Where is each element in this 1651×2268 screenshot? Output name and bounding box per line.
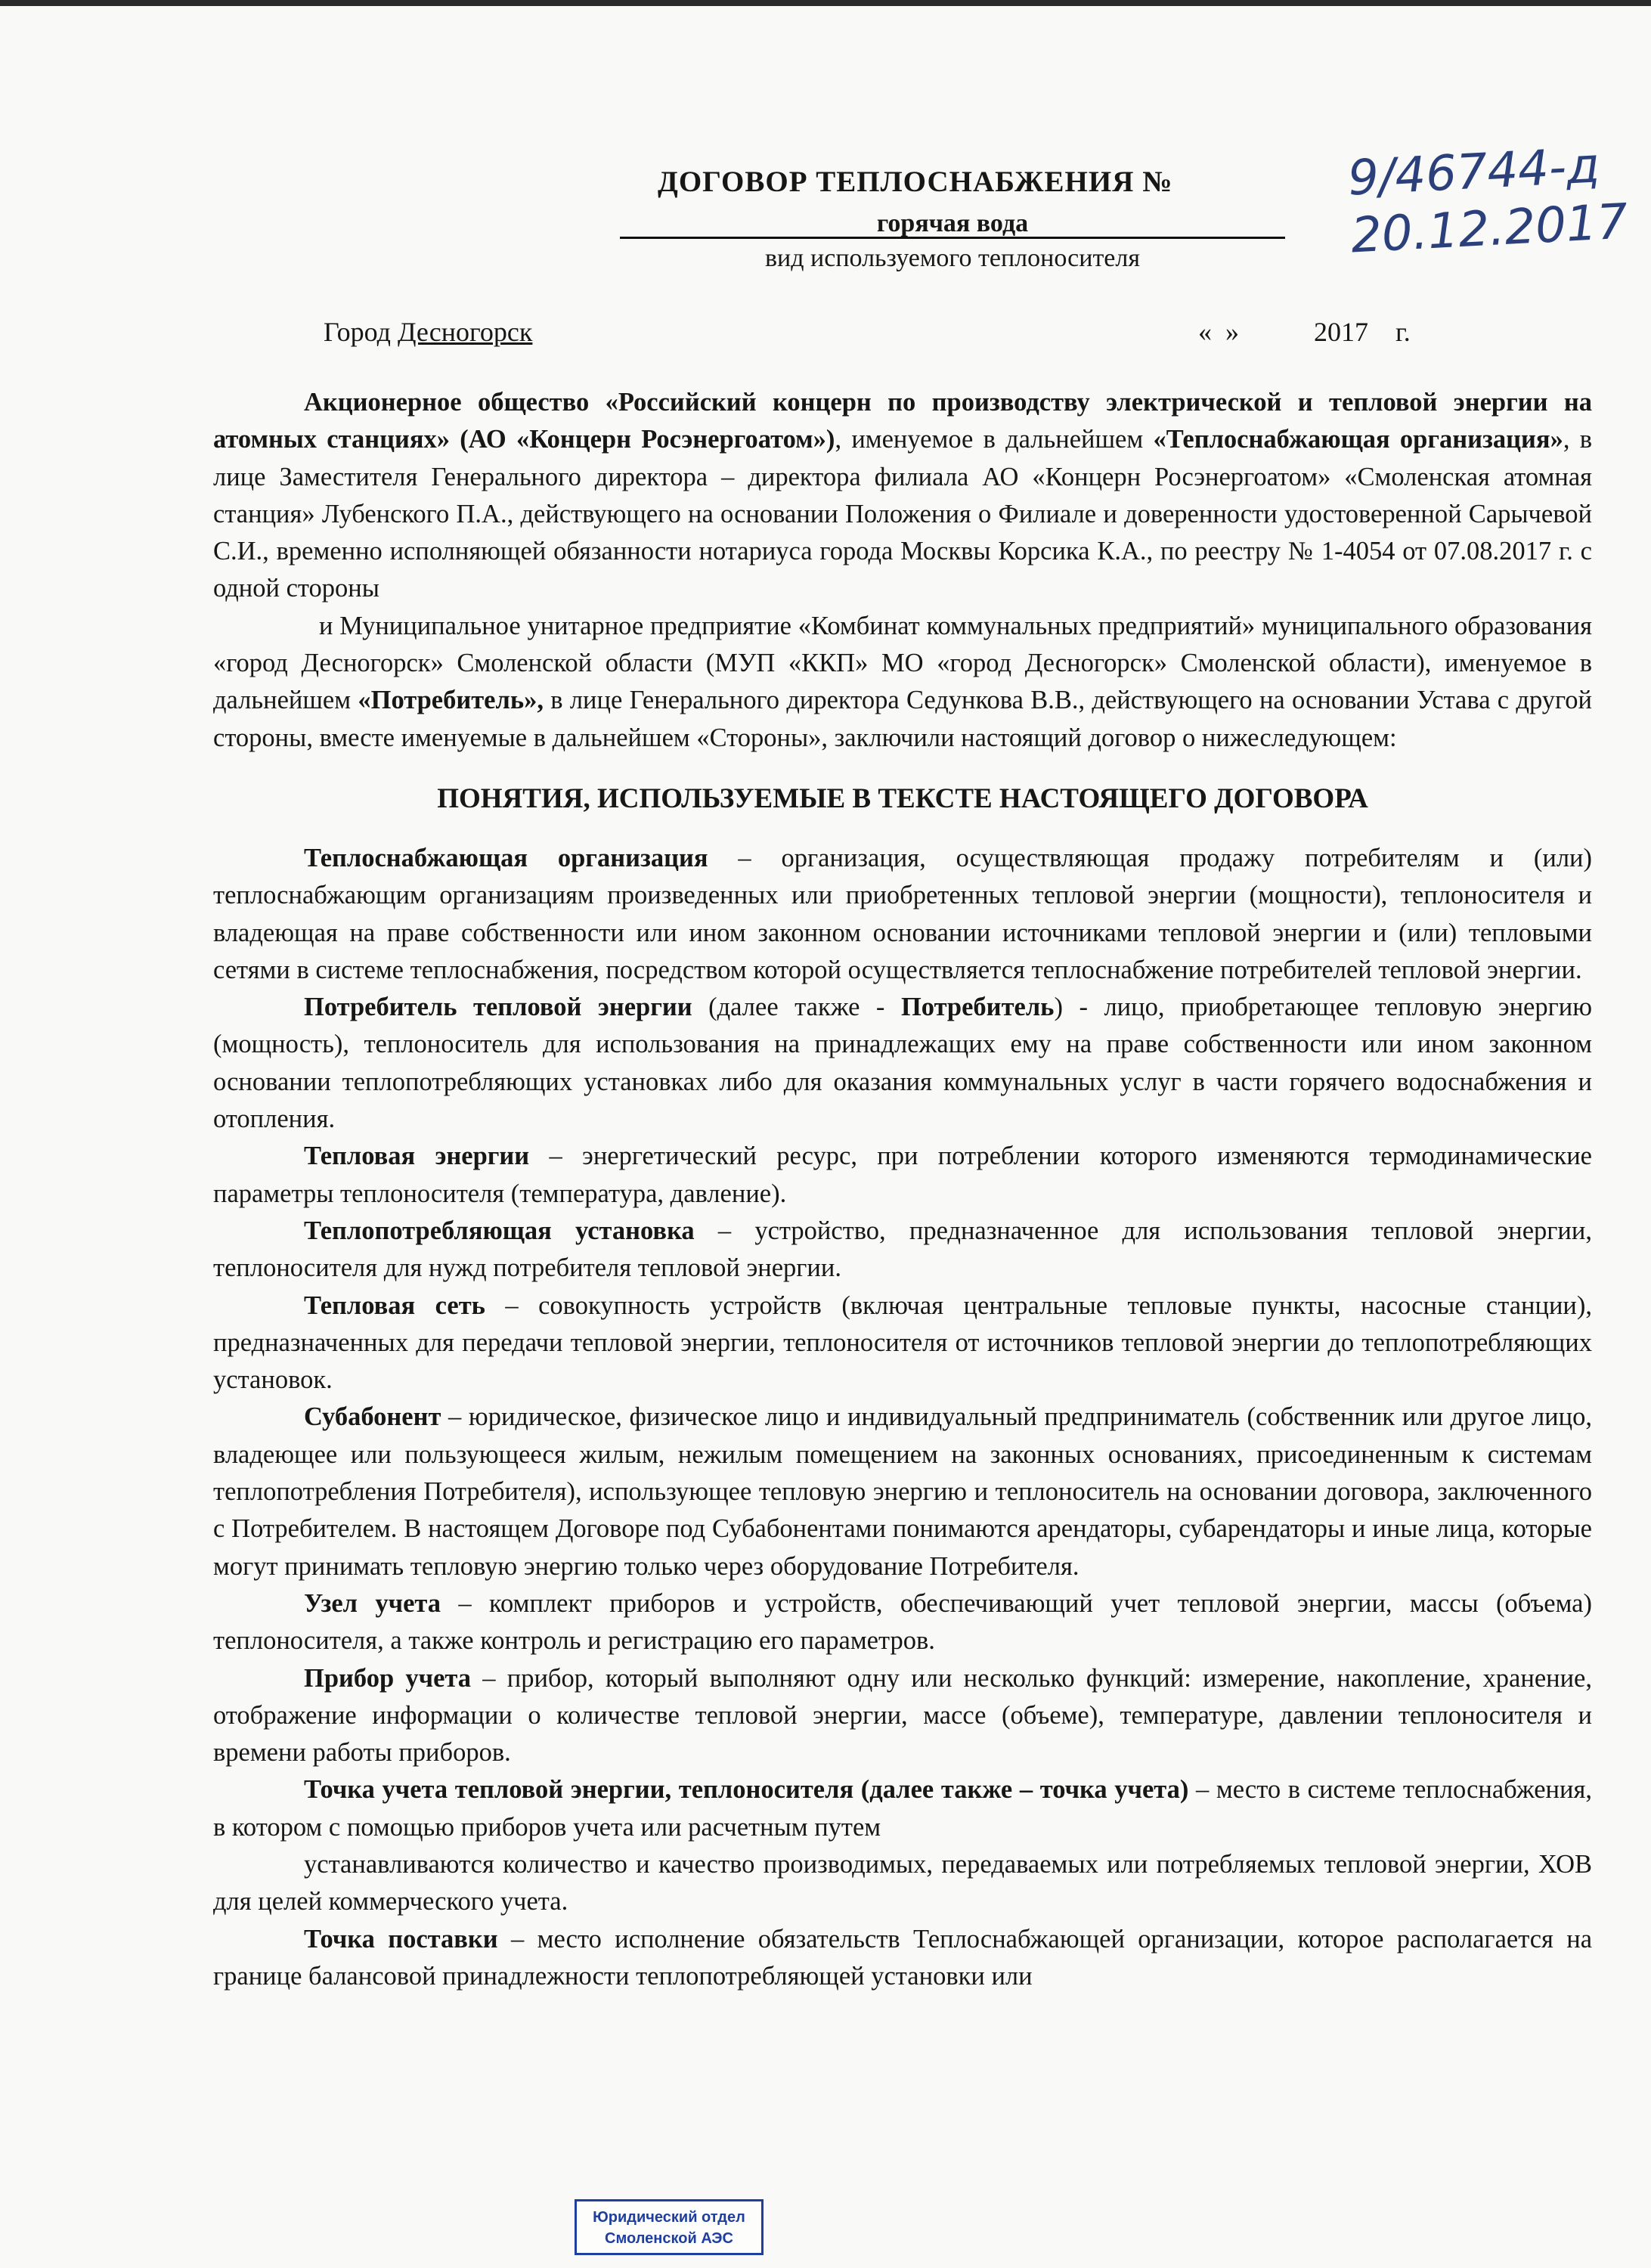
contract-body xyxy=(213,384,1592,1995)
definition-item: Точка поставки – место исполнение обязательств Теплоснабжающей организации, которое располагается на границе балансовой принадлежности теплопотребляющей установки или xyxy=(213,1924,1593,1991)
heat-medium: горячая вода xyxy=(876,209,1029,237)
handwritten-number: 9/46744-д xyxy=(1346,138,1601,207)
definition-item: Потребитель тепловой энергии (далее также - Потребитель) - лицо, приобретающее тепловую энергию (мощность), теплоноситель для использования на принадлежащих ему на праве собственности или ином законном основании теплопотребляющих установках либо для оказания коммунальных услуг в части горячего водоснабжения и отопления. xyxy=(213,993,1592,1134)
underline-rule xyxy=(620,237,1285,239)
contract-date: « » 2017 г. xyxy=(1198,317,1411,347)
definition-item: Узел учета – комплект приборов и устройств, обеспечивающий учет тепловой энергии, массы (объема) теплоносителя, а также контроль и регистрацию его параметров. xyxy=(213,1588,1592,1656)
definition-item: Точка учета тепловой энергии, теплоносителя (далее также – точка учета) – место в системе теплоснабжения, в котором с помощью приборов учета или расчетным путем xyxy=(213,1775,1592,1842)
section-title: ПОНЯТИЯ, ИСПОЛЬЗУЕМЫЕ В ТЕКСТЕ НАСТОЯЩЕГО ДОГОВОРА xyxy=(437,782,1368,814)
city-prefix: Город xyxy=(324,317,391,347)
contract-title: ДОГОВОР ТЕПЛОСНАБЖЕНИЯ № xyxy=(658,166,1173,198)
city-name: Десногорск xyxy=(397,317,533,347)
definition-item: Теплопотребляющая установка – устройство, предназначенное для использования тепловой энергии, теплоносителя для нужд потребителя тепловой энергии. xyxy=(213,1216,1592,1283)
definition-item: Тепловая сеть – совокупность устройств (включая центральные тепловые пункты, насосные станции), предназначенных для передачи тепловой энергии, теплоносителя от источников тепловой энергии до теплопотребляющих установок. xyxy=(213,1290,1593,1395)
second-party-paragraph: и Муниципальное унитарное предприятие «Комбинат коммунальных предприятий» муниципального образования «город Десногорск» Смоленской области (МУП «ККП» МО «город Десногорск» Смоленской области), именуемое в дальнейшем «Потребитель», в лице Генерального директора Седункова В.В., действующего на основании Устава с другой стороны, вместе именуемые в дальнейшем «Стороны», заключили настоящий договор о нижеследующем: xyxy=(213,611,1592,752)
preamble-paragraph: Акционерное общество «Российский концерн по производству электрической и тепловой энергии на атомных станциях» (АО «Концерн Росэнергоатом»), именуемое в дальнейшем «Теплоснабжающая организация», в лице Заместителя Генерального директора – директора филиала АО «Концерн Росэнергоатом» «Смоленская атомная станция» Лубенского П.А., действующего на основании Положения о Филиале и доверенности удостоверенной Сарычевой С.И., временно исполняющей обязанности нотариуса города Москвы Корсика К.А., по реестру № 1-4054 от 07.08.2017 г. с одной стороны xyxy=(213,388,1593,603)
handwritten-registration xyxy=(1346,137,1630,265)
legal-department-stamp: Юридический отдел Смоленской АЭС xyxy=(575,2199,764,2255)
handwritten-date: 20.12.2017 xyxy=(1349,194,1630,265)
city-line xyxy=(324,316,532,348)
definition-item: Прибор учета – прибор, который выполняют одну или несколько функций: измерение, накопление, хранение, отображение информации о количестве тепловой энергии, массе (объеме), температуре, давлении теплоносителя и времени работы приборов. xyxy=(213,1663,1592,1768)
definition-continuation: устанавливаются количество и качество производимых, передаваемых или потребляемых тепловой энергии, ХОВ для целей коммерческого учета. xyxy=(213,1849,1592,1916)
definition-item: Теплоснабжающая организация – организация, осуществляющая продажу потребителям и (или) теплоснабжающим организациям произведенных или приобретенных тепловой энергии (мощности), теплоносителя и владеющая на праве собственности или ином законном основании источниками тепловой энергии и (или) тепловыми сетями в системе теплоснабжения, посредством которой осуществляется теплоснабжение потребителей тепловой энергии. xyxy=(213,843,1593,984)
definition-item: Тепловая энергии – энергетический ресурс, при потреблении которого изменяются термодинамические параметры теплоносителя (температура, давление). xyxy=(213,1142,1592,1208)
heat-medium-caption: вид используемого теплоносителя xyxy=(764,244,1141,272)
definition-item: Субабонент – юридическое, физическое лицо и индивидуальный предприниматель (собственник или другое лицо, владеющее или пользующееся жилым, нежилым помещением на законных основаниях, присоединенным к системам теплопотребления Потребителя), использующее тепловую энергию и теплоноситель на основании договора, заключенного с Потребителем. В настоящем Договоре под Субабонентами понимаются арендаторы, субарендаторы и иные лица, которые могут принимать тепловую энергию только через оборудование Потребителя. xyxy=(213,1402,1592,1581)
